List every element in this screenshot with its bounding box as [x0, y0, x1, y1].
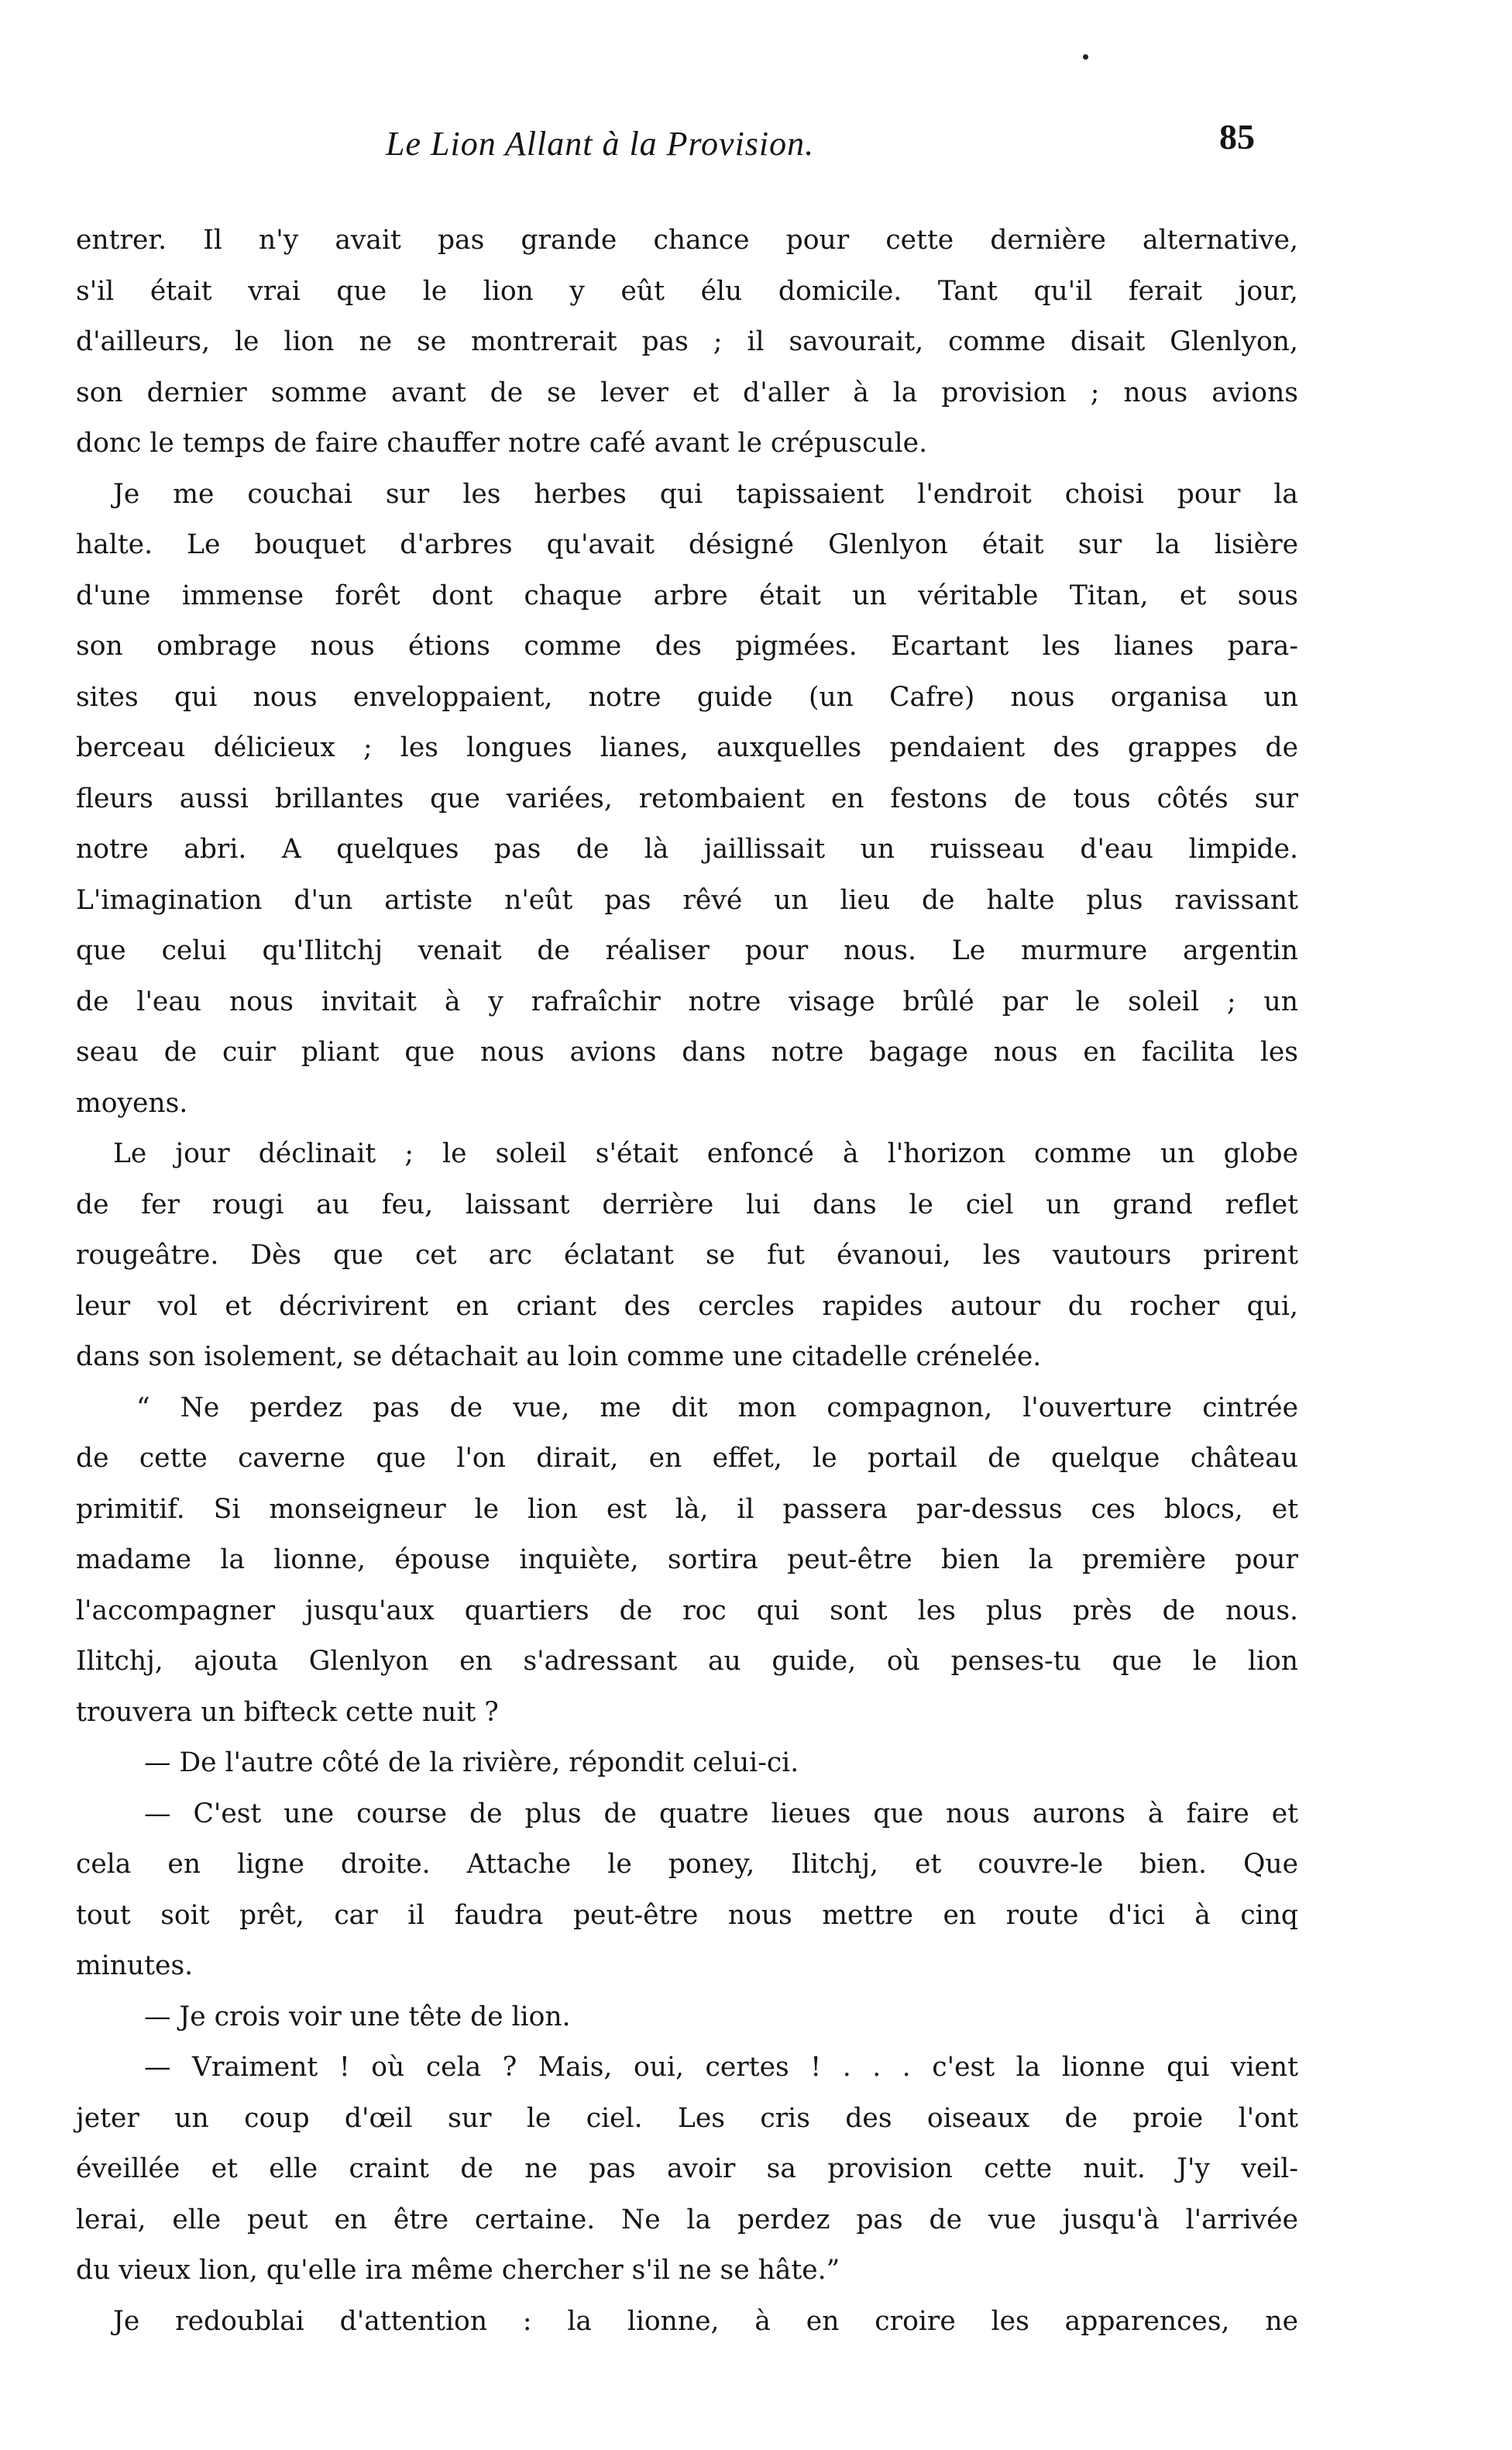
text-line: madame la lionne, épouse inquiète, sortira peut-être bien la première pour: [76, 1544, 1298, 1575]
text-line: berceau délicieux ; les longues lianes, auxquelles pendaient des grappes de: [76, 732, 1298, 763]
text-line: dans son isolement, se détachait au loin comme une citadelle crénelée.: [76, 1341, 1042, 1372]
text-line: notre abri. A quelques pas de là jaillissait un ruisseau d'eau limpide.: [76, 834, 1298, 865]
text-line: cela en ligne droite. Attache le poney, Ilitchj, et couvre-le bien. Que: [76, 1849, 1298, 1880]
text-line: halte. Le bouquet d'arbres qu'avait désigné Glenlyon était sur la lisière: [76, 529, 1298, 560]
text-line: d'une immense forêt dont chaque arbre était un véritable Titan, et sous: [76, 580, 1298, 611]
paragraph-5: [76, 1738, 1298, 1789]
text-line: d'ailleurs, le lion ne se montrerait pas ; il savourait, comme disait Glenlyon,: [76, 326, 1298, 357]
text-line: Je me couchai sur les herbes qui tapissaient l'endroit choisi pour la: [113, 478, 1298, 510]
text-line: du vieux lion, qu'elle ira même chercher s'il ne se hâte.”: [76, 2255, 840, 2286]
text-line: Je redoublai d'attention : la lionne, à en croire les apparences, ne: [113, 2305, 1298, 2337]
running-head: Le Lion Allant à la Provision.: [386, 125, 815, 163]
body-text: [76, 215, 1298, 2347]
text-line: trouvera un bifteck cette nuit ?: [76, 1696, 499, 1728]
paragraph-7: [76, 1992, 1298, 2043]
paragraph-9: [76, 2297, 1298, 2348]
text-line: tout soit prêt, car il faudra peut-être nous mettre en route d'ici à cinq: [76, 1899, 1298, 1931]
text-line: fleurs aussi brillantes que variées, retombaient en festons de tous côtés sur: [76, 783, 1298, 814]
text-line: “ Ne perdez pas de vue, me dit mon compagnon, l'ouverture cintrée: [136, 1392, 1298, 1423]
text-line: Le jour déclinait ; le soleil s'était enfoncé à l'horizon comme un globe: [113, 1138, 1298, 1169]
text-line: primitif. Si monseigneur le lion est là, il passera par-dessus ces blocs, et: [76, 1493, 1298, 1525]
text-line: jeter un coup d'œil sur le ciel. Les cris des oiseaux de proie l'ont: [76, 2102, 1298, 2134]
text-line: son ombrage nous étions comme des pigmées. Ecartant les lianes para-: [76, 631, 1298, 662]
text-line: seau de cuir pliant que nous avions dans notre bagage nous en facilita les: [76, 1037, 1298, 1068]
text-line: — C'est une course de plus de quatre lieues que nous aurons à faire et: [144, 1798, 1298, 1829]
text-line: rougeâtre. Dès que cet arc éclatant se fut évanoui, les vautours prirent: [76, 1240, 1298, 1271]
text-line: — Je crois voir une tête de lion.: [144, 2001, 571, 2032]
paragraph-8: [76, 2042, 1298, 2297]
text-line: de l'eau nous invitait à y rafraîchir notre visage brûlé par le soleil ; un: [76, 986, 1298, 1017]
text-line: donc le temps de faire chauffer notre café avant le crépuscule.: [76, 428, 928, 459]
text-line: moyens.: [76, 1087, 188, 1119]
text-line: lerai, elle peut en être certaine. Ne la perdez pas de vue jusqu'à l'arrivée: [76, 2204, 1298, 2235]
text-line: minutes.: [76, 1950, 194, 1981]
paragraph-6: [76, 1789, 1298, 1992]
text-line: éveillée et elle craint de ne pas avoir sa provision cette nuit. J'y veil-: [76, 2153, 1298, 2184]
text-line: Ilitchj, ajouta Glenlyon en s'adressant au guide, où penses-tu que le lion: [76, 1646, 1298, 1677]
text-line: leur vol et décrivirent en criant des cercles rapides autour du rocher qui,: [76, 1290, 1298, 1322]
text-line: L'imagination d'un artiste n'eût pas rêvé un lieu de halte plus ravissant: [76, 884, 1298, 916]
ink-speck: [1083, 54, 1088, 60]
text-line: — De l'autre côté de la rivière, répondit celui-ci.: [144, 1747, 799, 1778]
text-line: l'accompagner jusqu'aux quartiers de roc qui sont les plus près de nous.: [76, 1595, 1298, 1626]
paragraph-1: [76, 215, 1298, 470]
paragraph-2: [76, 470, 1298, 1130]
text-line: de fer rougi au feu, laissant derrière lui dans le ciel un grand reflet: [76, 1189, 1298, 1220]
paragraph-4: [76, 1383, 1298, 1739]
text-line: que celui qu'Ilitchj venait de réaliser pour nous. Le murmure argentin: [76, 935, 1298, 966]
text-line: de cette caverne que l'on dirait, en effet, le portail de quelque château: [76, 1443, 1298, 1474]
paragraph-3: [76, 1129, 1298, 1383]
text-line: entrer. Il n'y avait pas grande chance pour cette dernière alternative,: [76, 225, 1298, 256]
text-line: — Vraiment ! où cela ? Mais, oui, certes ! . . . c'est la lionne qui vient: [144, 2052, 1298, 2083]
page-number: 85: [1219, 117, 1255, 157]
text-line: s'il était vrai que le lion y eût élu domicile. Tant qu'il ferait jour,: [76, 275, 1298, 307]
text-line: sites qui nous enveloppaient, notre guide (un Cafre) nous organisa un: [76, 681, 1298, 713]
text-line: son dernier somme avant de se lever et d'aller à la provision ; nous avions: [76, 377, 1298, 408]
